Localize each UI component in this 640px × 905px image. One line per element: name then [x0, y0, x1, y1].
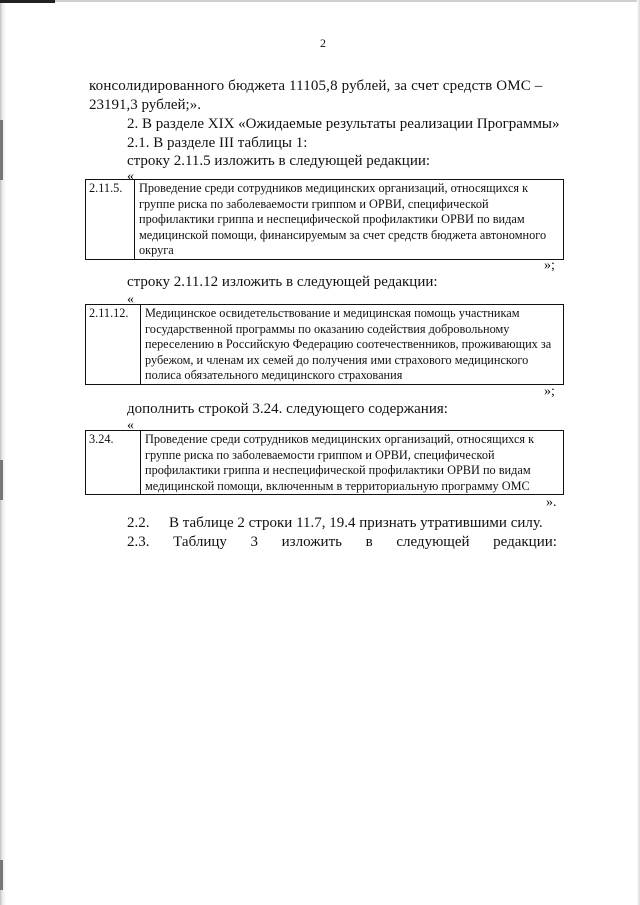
amendment-1-instruction: строку 2.11.5 изложить в следующей редакции: — [127, 153, 431, 169]
amendment-2-quote-close: »; — [544, 384, 555, 399]
row-text: Медицинское освидетельствование и медицинская помощь участникам государственной программы по оказанию содействия добровольному переселению в Российскую Федерацию соотечественников, проживающих за рубежом, и членам их семей до получения ими страхового медицинского полиса обязательного медицинского страхования — [141, 305, 564, 385]
scan-mark — [0, 460, 3, 500]
item-2-3-word: в — [365, 534, 373, 550]
scan-mark — [0, 120, 3, 180]
row-code: 3.24. — [86, 431, 141, 495]
amendment-1-quote-open: « — [127, 169, 134, 184]
item-2-3-word: Таблицу — [173, 534, 227, 550]
item-2-2-number: 2.2. — [127, 515, 150, 531]
intro-line-2: 23191,3 рублей;». — [89, 97, 201, 113]
amendment-3-quote-open: « — [127, 418, 134, 433]
row-code: 2.11.5. — [86, 180, 135, 260]
table-row — [86, 431, 564, 495]
amendment-1-quote-close: »; — [544, 258, 555, 273]
item-2-3-word: 3 — [250, 534, 258, 550]
page-number: 2 — [320, 36, 326, 50]
row-text: Проведение среди сотрудников медицинских организаций, относящихся к группе риска по заболеваемости гриппом и ОРВИ, специфической профилактики гриппа и неспецифической профилактики ОРВИ по видам медицинской помощи, включенным в территориальную программу ОМС — [141, 431, 564, 495]
scan-edge-top-mark — [0, 0, 55, 3]
amendment-2-table — [85, 304, 564, 385]
intro-line-1 — [89, 77, 557, 95]
amendment-3-instruction: дополнить строкой 3.24. следующего содержания: — [127, 401, 448, 417]
item-2-heading: 2. В разделе XIX «Ожидаемые результаты реализации Программы» — [127, 116, 560, 132]
table-row — [86, 305, 564, 385]
item-2-2 — [127, 514, 543, 532]
amendment-1-table — [85, 179, 564, 260]
scan-edge-top — [0, 0, 640, 2]
item-2-3-word: редакции: — [493, 534, 557, 550]
item-2-3-word: изложить — [281, 534, 342, 550]
intro-line-1-text: консолидированного бюджета 11105,8 рублей, за счет средств ОМС – — [89, 78, 543, 94]
item-2-3-word: 2.3. — [127, 534, 150, 550]
row-text: Проведение среди сотрудников медицинских организаций, относящихся к группе риска по заболеваемости гриппом и ОРВИ, специфической профилактики гриппа и неспецифической профилактики ОРВИ по видам медицинской помощи, финансируемым за счет средств бюджета автономного округа — [135, 180, 564, 260]
amendment-3-table — [85, 430, 564, 495]
amendment-2-instruction: строку 2.11.12 изложить в следующей редакции: — [127, 274, 438, 290]
row-code: 2.11.12. — [86, 305, 141, 385]
scan-mark — [0, 860, 3, 890]
item-2-3-word: следующей — [396, 534, 470, 550]
amendment-3-quote-close: ». — [546, 495, 557, 510]
item-2-3 — [127, 533, 557, 551]
table-row — [86, 180, 564, 260]
amendment-2-quote-open: « — [127, 292, 134, 307]
item-2-2-text: В таблице 2 строки 11.7, 19.4 признать утратившими силу. — [169, 515, 543, 531]
item-2-1-heading: 2.1. В разделе III таблицы 1: — [127, 135, 308, 151]
